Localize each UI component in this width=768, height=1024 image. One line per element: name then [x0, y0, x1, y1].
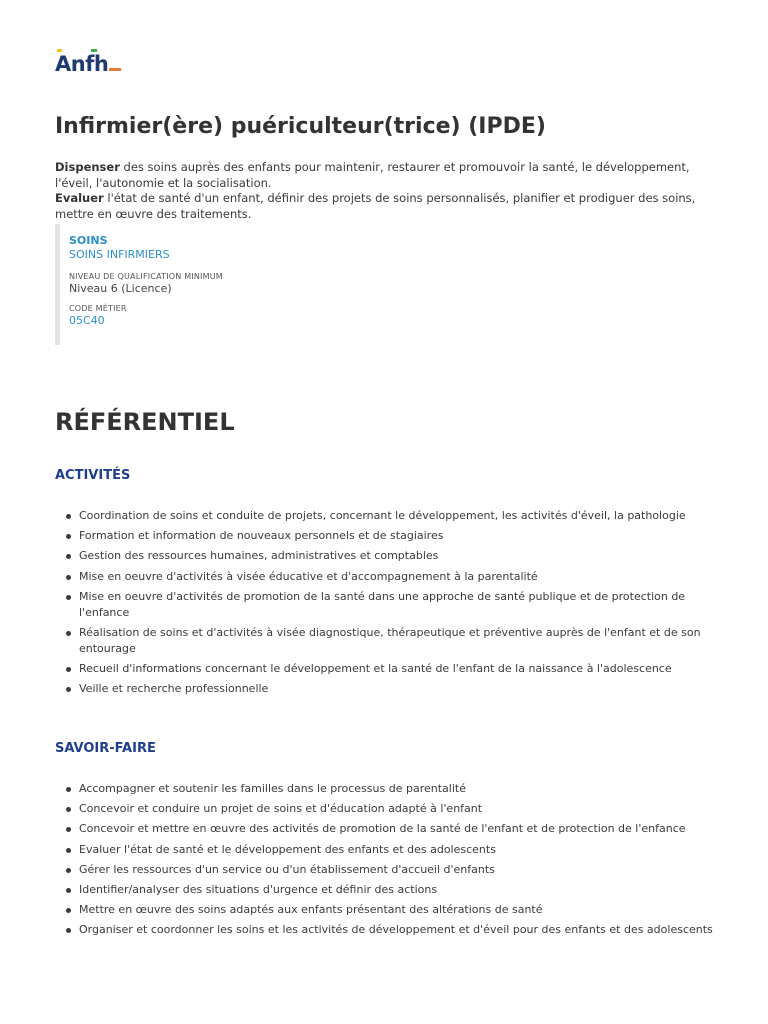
list-item [55, 548, 725, 564]
bullet-icon [66, 667, 71, 672]
list-item-text: Mettre en œuvre des soins adaptés aux enfants présentant des altérations de santé [79, 903, 543, 917]
list-item-text: Evaluer l'état de santé et le développement des enfants et des adolescents [79, 842, 496, 856]
logo-accent-green [91, 49, 97, 52]
list-item [55, 508, 725, 524]
logo-underline [109, 68, 121, 71]
bullet-icon [66, 848, 71, 853]
list-item [55, 661, 725, 677]
savoir-faire-heading: SAVOIR-FAIRE [55, 741, 156, 756]
list-item [55, 821, 725, 837]
savoir-faire-list [55, 781, 725, 943]
list-item-text: Réalisation de soins et d'activités à visée diagnostique, thérapeutique et préventive auprès de l'enfant et de son entourage [79, 625, 701, 655]
list-item-text: Formation et information de nouveaux personnels et de stagiaires [79, 529, 444, 543]
bullet-icon [66, 514, 71, 519]
list-item [55, 681, 725, 697]
list-item-text: Accompagner et soutenir les familles dans le processus de parentalité [79, 782, 466, 795]
bullet-icon [66, 687, 71, 692]
code-value-link[interactable]: 05C40 [69, 314, 105, 327]
list-item-text: Recueil d'informations concernant le développement et la santé de l'enfant de la naissance à l'adolescence [79, 662, 672, 676]
list-item [55, 922, 725, 938]
page-title: Infirmier(ère) puériculteur(trice) (IPDE) [55, 114, 546, 139]
activites-heading: ACTIVITÉS [55, 468, 131, 483]
bullet-icon [66, 554, 71, 559]
family-link[interactable]: SOINS [69, 234, 108, 247]
bullet-icon [66, 868, 71, 873]
description-verb-2: Evaluer [55, 191, 104, 205]
qualification-label: NIVEAU DE QUALIFICATION MINIMUM [69, 272, 223, 281]
code-label: CODE MÉTIER [69, 304, 127, 313]
bullet-icon [66, 827, 71, 832]
logo-text: Anfh [55, 52, 109, 76]
logo-accent-yellow [57, 49, 62, 52]
bullet-icon [66, 575, 71, 580]
bullet-icon [66, 534, 71, 539]
list-item [55, 862, 725, 878]
bullet-icon [66, 787, 71, 792]
list-item [55, 781, 725, 797]
list-item-text: Coordination de soins et conduite de projets, concernant le développement, les activités d'éveil, la pathologie [79, 509, 686, 522]
list-item-text: Gestion des ressources humaines, administratives et comptables [79, 549, 439, 563]
list-item-text: Gérer les ressources d'un service ou d'un établissement d'accueil d'enfants [79, 862, 495, 876]
list-item-text: Concevoir et conduire un projet de soins et d'éducation adapté à l'enfant [79, 802, 483, 816]
list-item [55, 842, 725, 858]
job-metadata [55, 224, 355, 345]
bullet-icon [66, 908, 71, 913]
bullet-icon [66, 928, 71, 933]
subfamily-link[interactable]: SOINS INFIRMIERS [69, 248, 170, 261]
bullet-icon [66, 595, 71, 600]
list-item [55, 569, 725, 585]
list-item-text: Concevoir et mettre en œuvre des activités de promotion de la santé de l'enfant et de protection de l'enfance [79, 822, 686, 836]
bullet-icon [66, 888, 71, 893]
list-item-text: Mise en oeuvre d'activités de promotion de la santé dans une approche de santé publique et de protection de l'enfance [79, 589, 686, 619]
description-verb-1: Dispenser [55, 160, 120, 174]
description-text-2: l'état de santé d'un enfant, définir des projets de soins personnalisés, planifier et prodiguer des soins, mettre en œuvre des traitements. [55, 191, 696, 221]
description-text-1: des soins auprès des enfants pour maintenir, restaurer et promouvoir la santé, le développement, l'éveil, l'autonomie et la socialisation. [55, 160, 690, 190]
list-item [55, 528, 725, 544]
bullet-icon [66, 807, 71, 812]
list-item [55, 902, 725, 918]
list-item [55, 882, 725, 898]
anfh-logo[interactable] [55, 52, 121, 78]
list-item-text: Organiser et coordonner les soins et les activités de développement et d'éveil pour des enfants et des adolescents [79, 923, 713, 937]
description-paragraph-1 [55, 160, 705, 191]
list-item-text: Veille et recherche professionnelle [79, 682, 269, 696]
activites-list [55, 508, 725, 702]
list-item-text: Identifier/analyser des situations d'urgence et définir des actions [79, 882, 438, 896]
list-item [55, 625, 725, 657]
qualification-value: Niveau 6 (Licence) [69, 282, 172, 295]
list-item [55, 801, 725, 817]
referentiel-heading: RÉFÉRENTIEL [55, 408, 235, 436]
description-paragraph-2 [55, 191, 705, 222]
bullet-icon [66, 631, 71, 636]
list-item-text: Mise en oeuvre d'activités à visée éducative et d'accompagnement à la parentalité [79, 569, 538, 583]
list-item [55, 589, 725, 621]
job-description [55, 160, 705, 222]
